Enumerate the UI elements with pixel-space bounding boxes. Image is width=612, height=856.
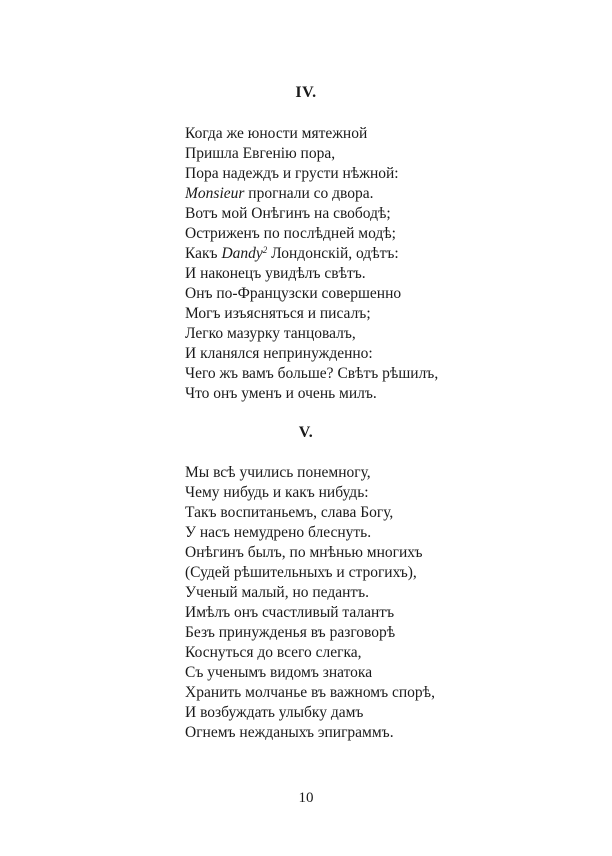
verse-text: Съ ученымъ видомъ знатока bbox=[185, 664, 373, 681]
verse-italic-word: Monsieur bbox=[185, 185, 245, 202]
verse-line bbox=[185, 284, 545, 304]
verse-text: Имѣлъ онъ счастливый талантъ bbox=[185, 604, 395, 621]
verse-text: Хранить молчанье въ важномъ спорѣ, bbox=[185, 684, 435, 701]
verse-line bbox=[185, 603, 545, 623]
stanza-number: V. bbox=[298, 424, 314, 441]
verse-italic-word: Dandy bbox=[221, 245, 263, 262]
verse-text: Коснуться до всего слегка, bbox=[185, 644, 362, 661]
verse-line bbox=[185, 324, 545, 344]
verse-text: Какъ bbox=[185, 245, 222, 262]
verse-text: Легко мазурку танцовалъ, bbox=[185, 325, 356, 342]
verse-line bbox=[185, 643, 545, 663]
verse-line bbox=[185, 124, 545, 144]
verse-line bbox=[185, 683, 545, 703]
footnote-marker: 2 bbox=[262, 245, 268, 255]
verse-line bbox=[185, 543, 545, 563]
verse-text: Такъ воспитаньемъ, слава Богу, bbox=[185, 504, 394, 521]
verse-text: Безъ принужденья въ разговорѣ bbox=[185, 624, 396, 641]
verse-text: Чего жъ вамъ больше? Свѣтъ рѣшилъ, bbox=[185, 365, 439, 382]
verse-line bbox=[185, 663, 545, 683]
verse-line bbox=[185, 144, 545, 164]
verse-text: Мы всѣ учились понемногу, bbox=[185, 464, 371, 481]
verse-text: Ученый малый, но педантъ. bbox=[185, 584, 370, 601]
verse-text: Пора надеждъ и грусти нѣжной: bbox=[185, 165, 399, 182]
verse-line bbox=[185, 344, 545, 364]
verse-line bbox=[185, 503, 545, 523]
verse-text: Вотъ мой Онѣгинъ на свободѣ; bbox=[185, 205, 391, 222]
verse-line bbox=[185, 384, 545, 404]
page-number: 10 bbox=[298, 790, 314, 806]
verse-text: (Судей рѣшительныхъ и строгихъ), bbox=[185, 564, 417, 581]
stanza-number: IV. bbox=[295, 84, 317, 101]
verse-line bbox=[185, 583, 545, 603]
verse-line bbox=[185, 483, 545, 503]
verse-text: У насъ немудрено блеснуть. bbox=[185, 524, 372, 541]
verse-line bbox=[185, 463, 545, 483]
verse-text: Когда же юности мятежной bbox=[185, 125, 368, 142]
verse-line bbox=[185, 224, 545, 244]
verse-line bbox=[185, 244, 545, 264]
verse-text: И наконецъ увидѣлъ свѣтъ. bbox=[185, 265, 366, 282]
verse-line bbox=[185, 184, 545, 204]
verse-text: прогнали со двора. bbox=[244, 185, 374, 202]
verse-line bbox=[185, 164, 545, 184]
verse-text: Онъ по-Французски совершенно bbox=[185, 285, 402, 302]
verse-text: Чему нибудь и какъ нибудь: bbox=[185, 484, 369, 501]
verse-text: И возбуждать улыбку дамъ bbox=[185, 704, 364, 721]
verse-text: Пришла Евгенію пора, bbox=[185, 145, 336, 162]
verse-line bbox=[185, 563, 545, 583]
verse-line bbox=[185, 264, 545, 284]
verse-line bbox=[185, 304, 545, 324]
verse-line bbox=[185, 723, 545, 743]
verse-text: Огнемъ нежданыхъ эпиграммъ. bbox=[185, 724, 394, 741]
verse-text: Остриженъ по послѣдней модѣ; bbox=[185, 225, 396, 242]
verse-line bbox=[185, 703, 545, 723]
stanza bbox=[185, 463, 545, 743]
verse-line bbox=[185, 623, 545, 643]
verse-text: Лондонскій, одѣтъ: bbox=[267, 245, 399, 262]
verse-text: Что онъ уменъ и очень милъ. bbox=[185, 385, 377, 402]
verse-text: Онѣгинъ былъ, по мнѣнью многихъ bbox=[185, 544, 423, 561]
verse-text: Могъ изъясняться и писалъ; bbox=[185, 305, 371, 322]
stanza bbox=[185, 124, 545, 404]
verse-text: И кланялся непринужденно: bbox=[185, 345, 373, 362]
verse-line bbox=[185, 364, 545, 384]
verse-line bbox=[185, 523, 545, 543]
verse-line bbox=[185, 204, 545, 224]
